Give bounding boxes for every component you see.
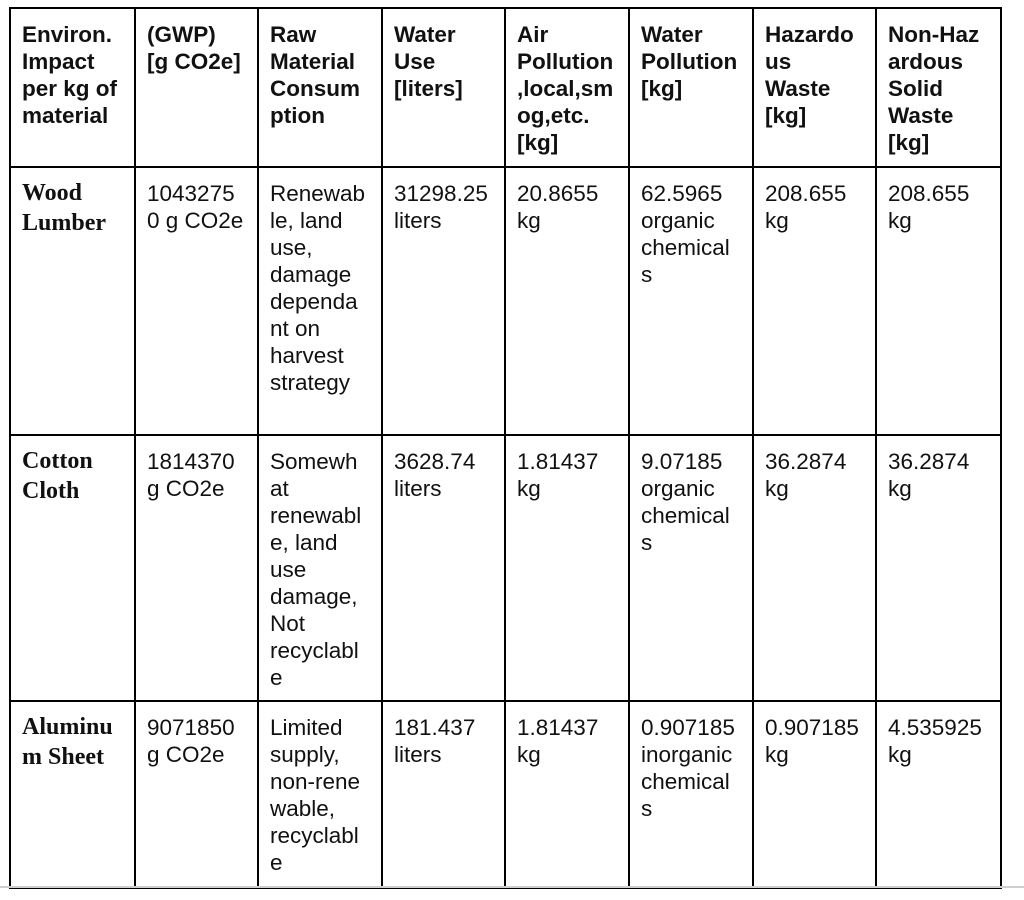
- table-cell-non-hazardous-waste: 36.2874 kg: [876, 435, 1001, 701]
- header-cell-water-use: Water Use [liters]: [382, 8, 505, 167]
- table-cell-water-use: 31298.25 liters: [382, 167, 505, 435]
- table-cell-water-pollution: 0.907185 inorganic chemical s: [629, 701, 753, 888]
- table-cell-hazardous-waste: 36.2874 kg: [753, 435, 876, 701]
- table-cell-water-pollution: 9.07185 organic chemical s: [629, 435, 753, 701]
- environmental-impact-table: [9, 7, 1002, 889]
- header-cell-hazardous-waste: Hazardo us Waste [kg]: [753, 8, 876, 167]
- table-row-wood-lumber: [10, 167, 1001, 435]
- table-cell-raw-material: Limited supply, non-rene wable, recyclabl e: [258, 701, 382, 888]
- header-row: [10, 8, 1001, 167]
- row-header-material: Cotton Cloth: [10, 435, 135, 701]
- table-cell-air-pollution: 20.8655 kg: [505, 167, 629, 435]
- header-cell-water-pollution: Water Pollution [kg]: [629, 8, 753, 167]
- table-cell-water-use: 3628.74 liters: [382, 435, 505, 701]
- table-cell-gwp: 9071850 g CO2e: [135, 701, 258, 888]
- header-cell-air-pollution: Air Pollution ,local,sm og,etc. [kg]: [505, 8, 629, 167]
- table-cell-hazardous-waste: 208.655 kg: [753, 167, 876, 435]
- table-cell-raw-material: Somewh at renewabl e, land use damage, Not recyclabl e: [258, 435, 382, 701]
- table-cell-gwp: 1043275 0 g CO2e: [135, 167, 258, 435]
- table-cell-water-use: 181.437 liters: [382, 701, 505, 888]
- table-cell-non-hazardous-waste: 4.535925 kg: [876, 701, 1001, 888]
- row-header-material: Wood Lumber: [10, 167, 135, 435]
- table-cell-hazardous-waste: 0.907185 kg: [753, 701, 876, 888]
- page-bottom-divider: [0, 886, 1024, 888]
- row-header-material: Aluminu m Sheet: [10, 701, 135, 888]
- header-cell-raw-material: Raw Material Consum ption: [258, 8, 382, 167]
- table-row-cotton-cloth: [10, 435, 1001, 701]
- header-cell-impact-per-kg: Environ. Impact per kg of material: [10, 8, 135, 167]
- table-cell-water-pollution: 62.5965 organic chemical s: [629, 167, 753, 435]
- header-cell-non-hazardous-waste: Non-Haz ardous Solid Waste [kg]: [876, 8, 1001, 167]
- table-cell-air-pollution: 1.81437 kg: [505, 701, 629, 888]
- table-cell-air-pollution: 1.81437 kg: [505, 435, 629, 701]
- table-row-aluminum-sheet: [10, 701, 1001, 888]
- table-cell-gwp: 1814370 g CO2e: [135, 435, 258, 701]
- table-cell-raw-material: Renewab le, land use, damage dependa nt on harvest strategy: [258, 167, 382, 435]
- table-cell-non-hazardous-waste: 208.655 kg: [876, 167, 1001, 435]
- header-cell-gwp: (GWP) [g CO2e]: [135, 8, 258, 167]
